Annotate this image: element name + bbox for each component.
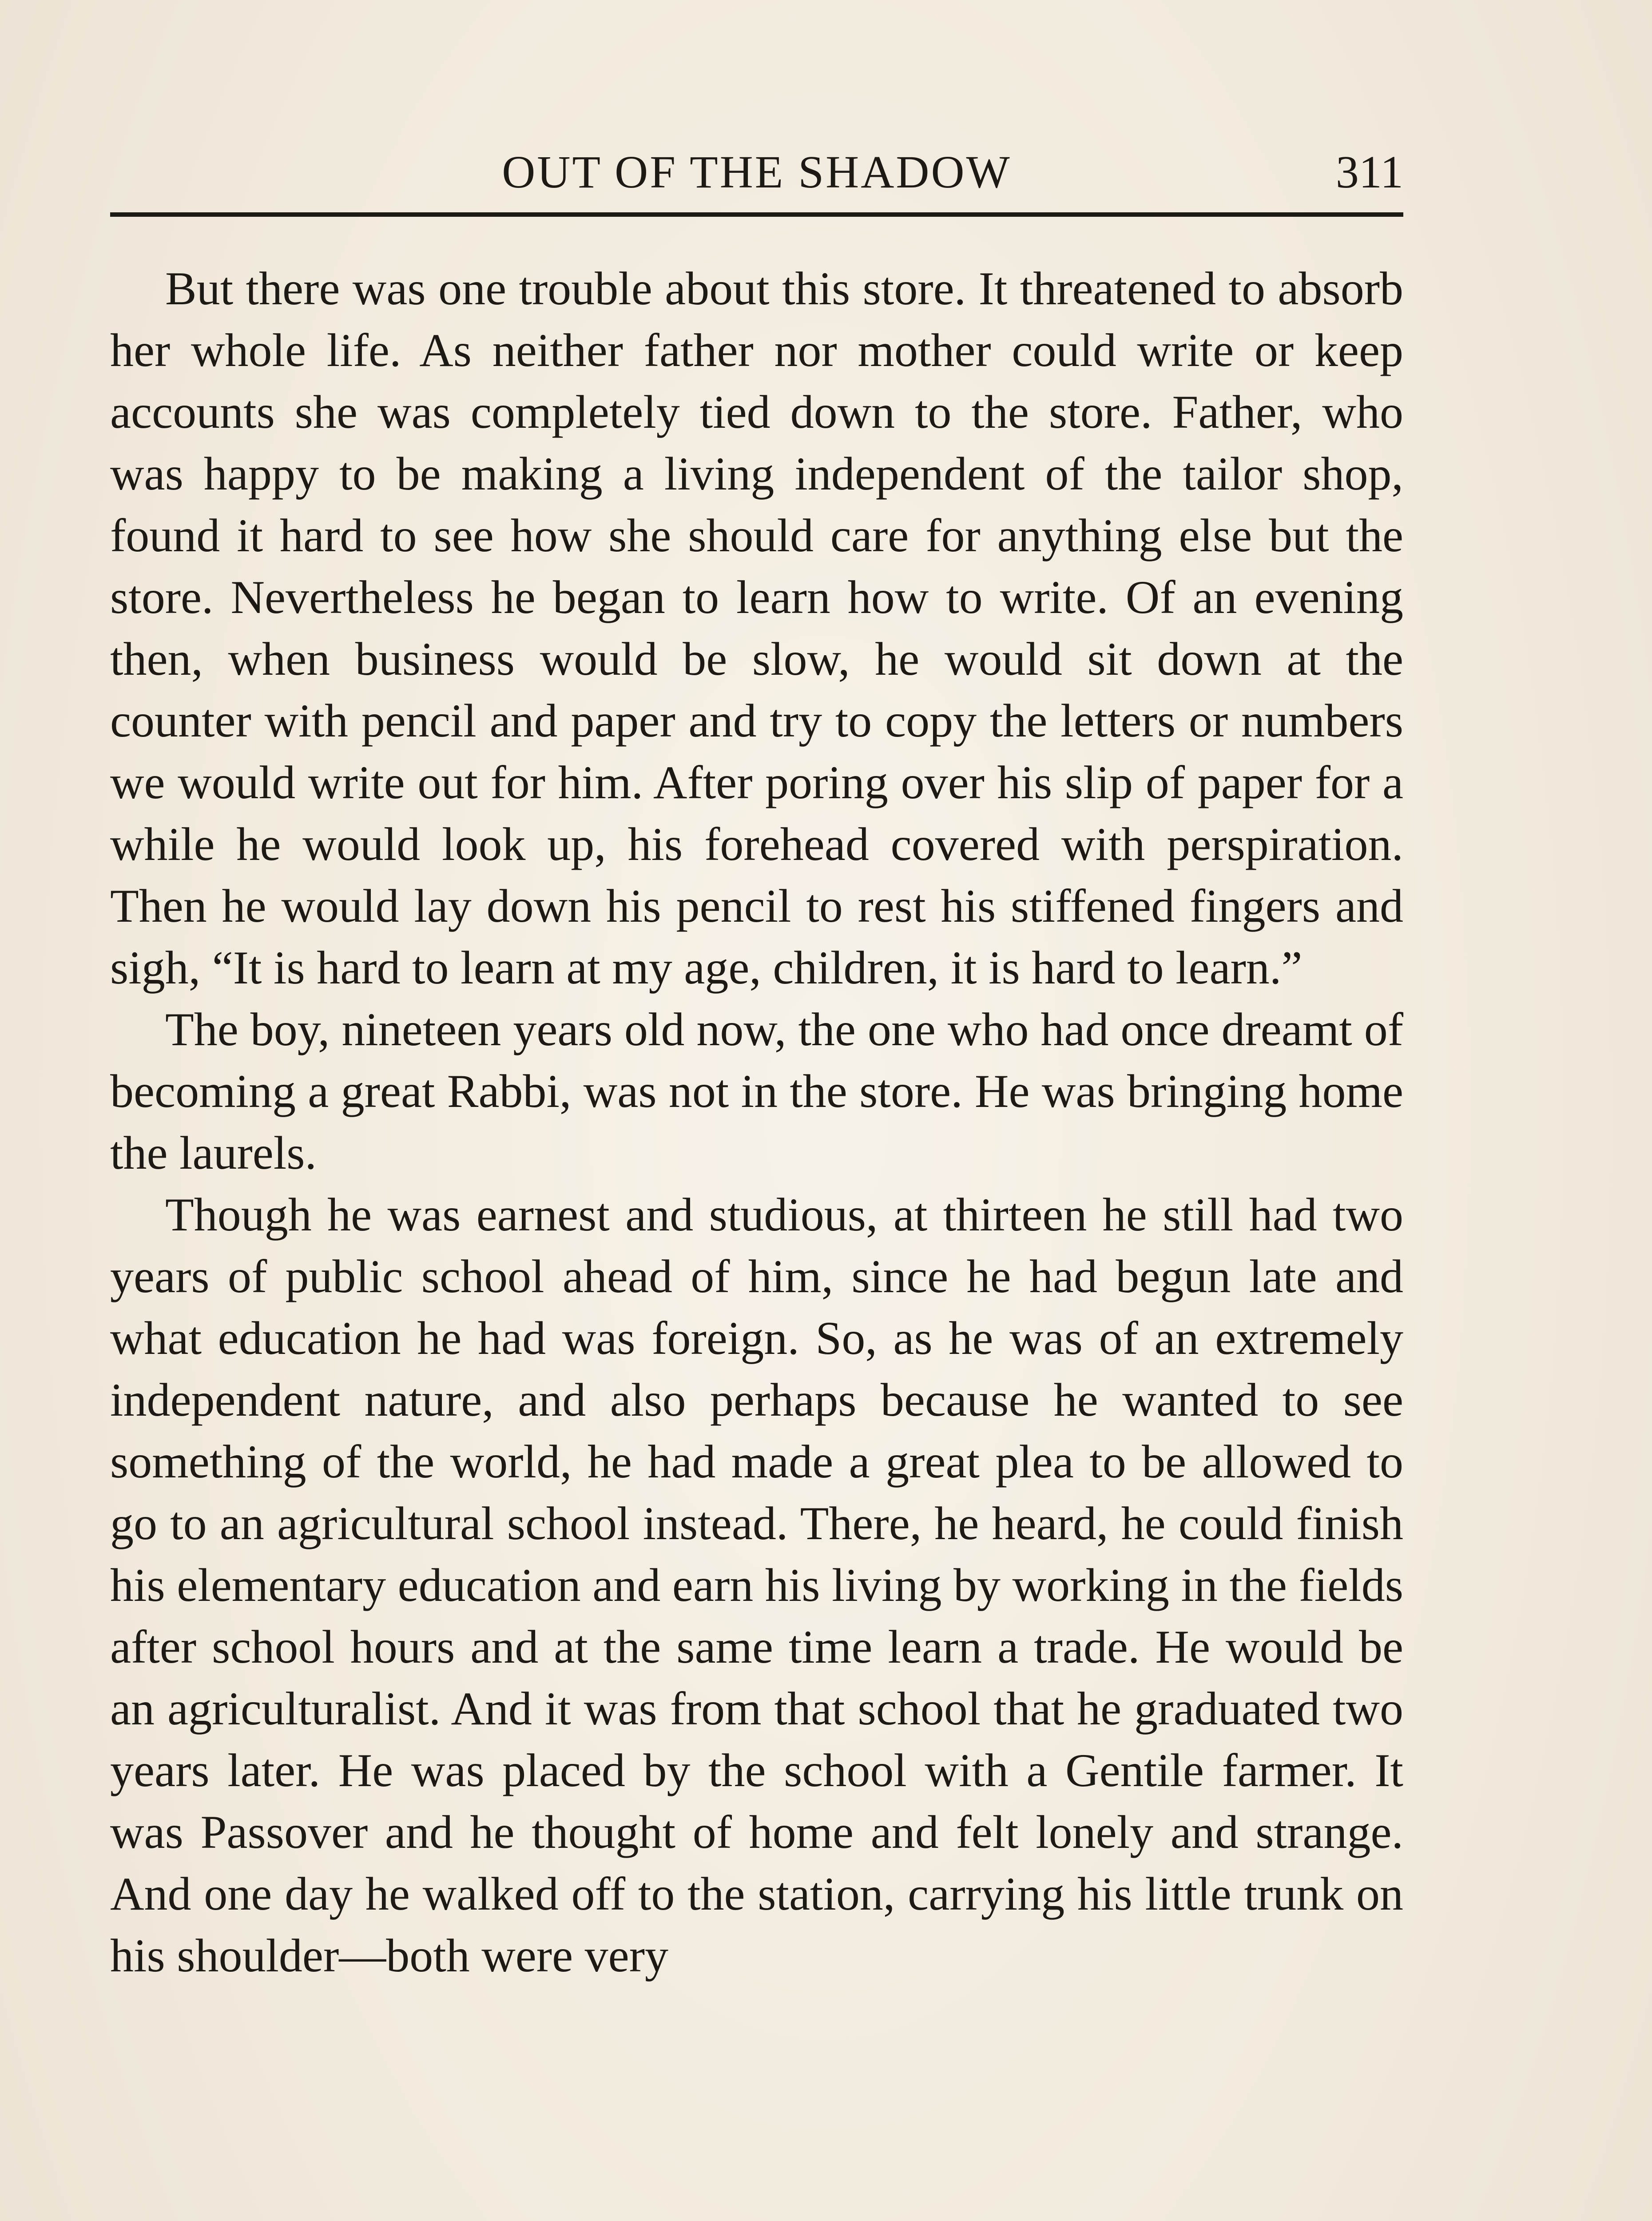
running-title: OUT OF THE SHADOW: [502, 147, 1012, 198]
header-rule: [110, 212, 1403, 217]
paragraph: Though he was earnest and studious, at thirteen he still had two years of public school ahead of him, since he had begun late and what education he had was foreign. So, as he was of an extremely independent nature, and also perhaps because he wanted to see something of the world, he had made a great plea to be allowed to go to an agricultural school instead. There, he heard, he could finish his elementary education and earn his living by working in the fields after school hours and at the same time learn a trade. He would be an agriculturalist. And it was from that school that he graduated two years later. He was placed by the school with a Gentile farmer. It was Passover and he thought of home and felt lonely and strange. And one day he walked off to the station, carrying his little trunk on his shoulder—both were very: [110, 1189, 1403, 1982]
body-text: [110, 258, 1403, 1986]
paragraph: The boy, nineteen years old now, the one who had once dreamt of becoming a great Rabbi, was not in the store. He was bringing home the laurels.: [110, 1003, 1403, 1179]
page-number: 311: [1335, 147, 1403, 198]
paragraph: But there was one trouble about this store. It threatened to absorb her whole life. As neither father nor mother could write or keep accounts she was completely tied down to the store. Father, who was happy to be making a living independent of the tailor shop, found it hard to see how she should care for anything else but the store. Nevertheless he began to learn how to write. Of an evening then, when business would be slow, he would sit down at the counter with pencil and paper and try to copy the letters or numbers we would write out for him. After poring over his slip of paper for a while he would look up, his forehead covered with perspiration. Then he would lay down his pencil to rest his stiffened fingers and sigh, “It is hard to learn at my age, children, it is hard to learn.”: [110, 263, 1403, 994]
page-header: [110, 141, 1403, 208]
